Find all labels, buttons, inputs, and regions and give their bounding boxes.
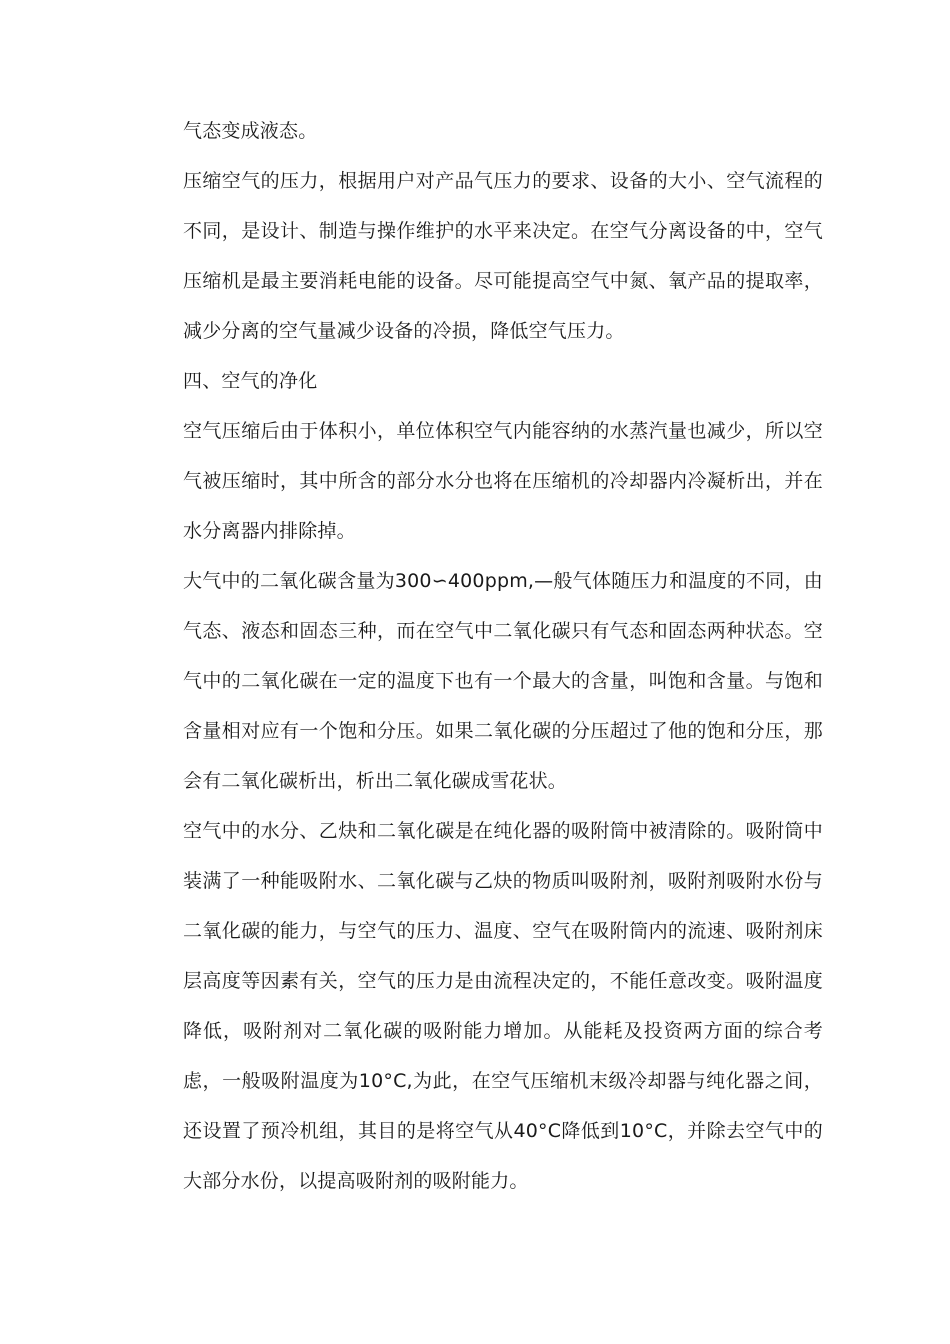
document-body (183, 106, 823, 1206)
paragraph-water-condensation: 空气压缩后由于体积小，单位体积空气内能容纳的水蒸汽量也减少，所以空气被压缩时，其中所含的部分水分也将在压缩机的冷却器内冷凝析出，并在水分离器内排除掉。 (183, 420, 823, 542)
paragraph-carbon-dioxide: 大气中的二氧化碳含量为300∽400ppm,—般气体随压力和温度的不同，由气态、液态和固态三种，而在空气中二氧化碳只有气态和固态两种状态。空气中的二氧化碳在一定的温度下也有一个最大的含量，叫饱和含量。与饱和含量相对应有一个饱和分压。如果二氧化碳的分压超过了他的饱和分压，那会有二氧化碳析出，析出二氧化碳成雪花状。 (183, 570, 823, 792)
section-heading-air-purification: 四、空气的净化 (183, 370, 318, 392)
paragraph-compression-pressure: 压缩空气的压力，根据用户对产品气压力的要求、设备的大小、空气流程的不同，是设计、制造与操作维护的水平来决定。在空气分离设备的中，空气压缩机是最主要消耗电能的设备。尽可能提高空气中氮、氧产品的提取率，减少分离的空气量减少设备的冷损，降低空气压力。 (183, 170, 823, 342)
paragraph-adsorption: 空气中的水分、乙炔和二氧化碳是在纯化器的吸附筒中被清除的。吸附筒中装满了一种能吸附水、二氧化碳与乙炔的物质叫吸附剂，吸附剂吸附水份与二氧化碳的能力，与空气的压力、温度、空气在吸附筒内的流速、吸附剂床层高度等因素有关，空气的压力是由流程决定的，不能任意改变。吸附温度降低，吸附剂对二氧化碳的吸附能力增加。从能耗及投资两方面的综合考虑，一般吸附温度为10°C,为此，在空气压缩机末级冷却器与纯化器之间，还设置了预冷机组，其目的是将空气从40°C降低到10°C，并除去空气中的大部分水份，以提高吸附剂的吸附能力。 (183, 820, 823, 1192)
paragraph-continuation: 气态变成液态。 (183, 120, 318, 142)
